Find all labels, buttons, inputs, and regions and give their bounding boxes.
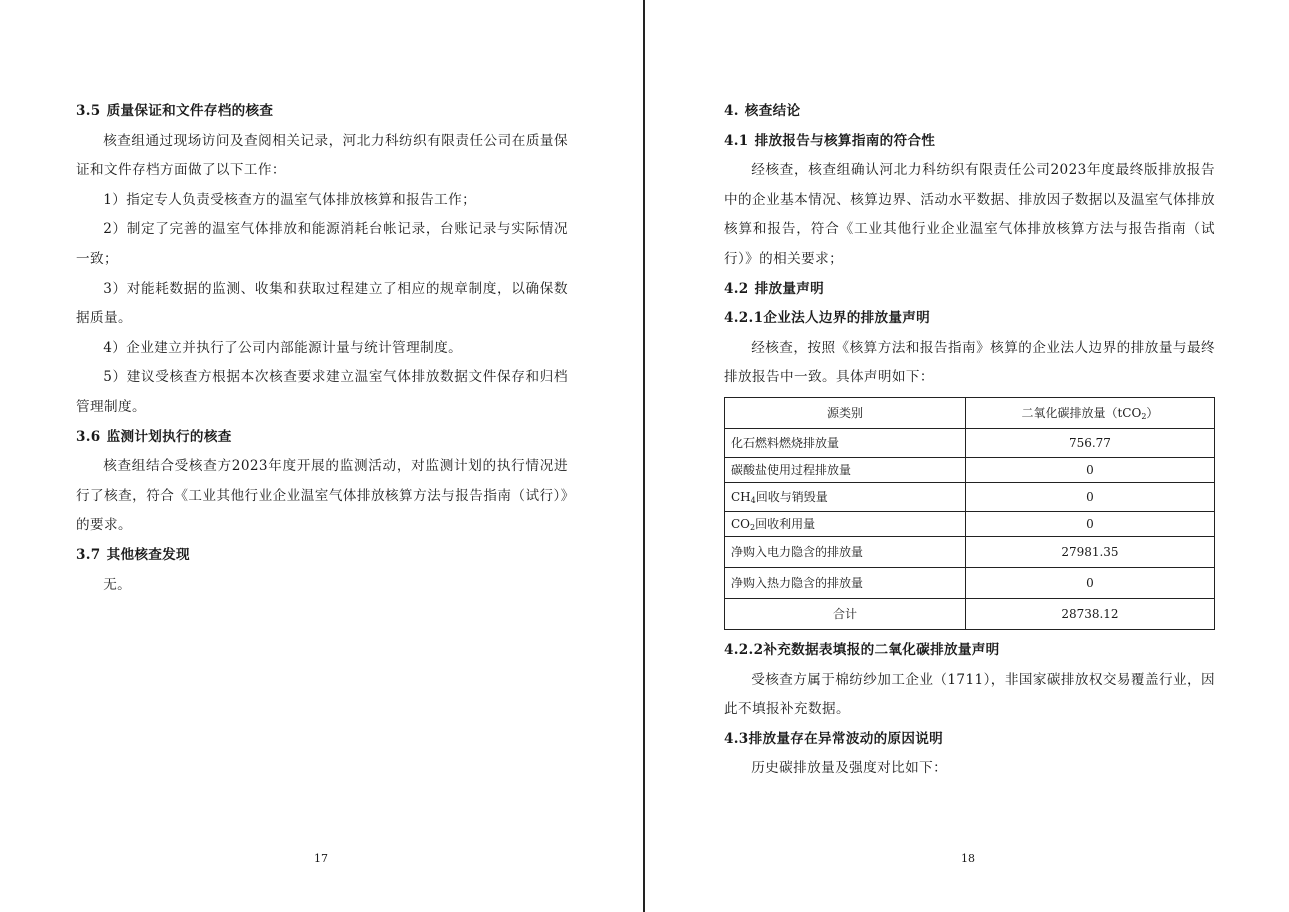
paragraph-4-2-1: 经核查，按照《核算方法和报告指南》核算的企业法人边界的排放量与最终排放报告中一致。具体声明如下： [724,339,1215,386]
table-cell-source: $CH_4$回收与销毁量 [725,482,966,511]
paragraph-4-3: 历史碳排放量及强度对比如下： [751,760,948,777]
page-17 [0,0,643,912]
page-18-content [724,97,1215,784]
table-cell-source: 净购入电力隐含的排放量 [725,536,966,567]
heading-4-2: 4.2 排放量声明 [724,280,825,297]
table-header-emission: 二氧化碳排放量（tCO$_2$） [965,397,1214,428]
table-cell-source: 化石燃料燃烧排放量 [725,428,966,457]
table-row [725,457,1215,482]
table-cell-source: $CO_2$回收利用量 [725,511,966,536]
list-item-3-5-2: 2）制定了完善的温室气体排放和能源消耗台帐记录，台账记录与实际情况一致； [76,221,568,267]
list-item-3-5-3: 3）对能耗数据的监测、收集和获取过程建立了相应的规章制度，以确保数据质量。 [76,280,568,327]
table-row [725,536,1215,567]
heading-4-1: 4.1 排放报告与核算指南的符合性 [724,132,936,149]
table-cell-source: 净购入热力隐含的排放量 [725,567,966,598]
table-row [725,567,1215,598]
heading-3-5: 3.5 质量保证和文件存档的核查 [76,103,274,119]
table-total-label: 合计 [725,598,966,629]
table-row [725,428,1215,457]
table-cell-value: 756.77 [965,428,1214,457]
heading-3-7: 3.7 其他核查发现 [76,546,190,563]
table-row [725,511,1215,536]
heading-4: 4. 核查结论 [724,103,801,119]
table-cell-value: 0 [965,511,1214,536]
table-cell-value: 0 [965,482,1214,511]
table-cell-value: 27981.35 [965,536,1214,567]
table-header-source: 源类别 [725,397,966,428]
table-total-value: 28738.12 [965,598,1214,629]
paragraph-3-5-intro: 核查组通过现场访问及查阅相关记录，河北力科纺织有限责任公司在质量保证和文件存档方面做了以下工作： [76,132,568,179]
heading-3-6: 3.6 监测计划执行的核查 [76,428,232,445]
page-18 [646,0,1289,912]
table-cell-value: 0 [965,567,1214,598]
table-row [725,482,1215,511]
table-cell-value: 0 [965,457,1214,482]
paragraph-4-1: 经核查，核查组确认河北力科纺织有限责任公司2023年度最终版排放报告中的企业基本情况、核算边界、活动水平数据、排放因子数据以及温室气体排放核算和报告，符合《工业其他行业企业温室气体排放核算方法与报告指南（试行）》的相关要求； [724,162,1215,267]
page-divider [643,0,645,912]
paragraph-4-2-2: 受核查方属于棉纺纱加工企业（1711），非国家碳排放权交易覆盖行业，因此不填报补充数据。 [724,671,1215,718]
heading-4-3: 4.3排放量存在异常波动的原因说明 [724,730,944,747]
list-item-3-5-1: 1）指定专人负责受核查方的温室气体排放核算和报告工作； [103,191,477,208]
page-number-17: 17 [314,852,328,865]
heading-4-2-2: 4.2.2补充数据表填报的二氧化碳排放量声明 [724,641,1000,658]
list-item-3-5-5: 5）建议受核查方根据本次核查要求建立温室气体排放数据文件保存和归档管理制度。 [76,369,568,415]
table-total-row [725,598,1215,629]
paragraph-3-6: 核查组结合受核查方2023年度开展的监测活动，对监测计划的执行情况进行了核查，符合《工业其他行业企业温室气体排放核算方法与报告指南（试行）》的要求。 [76,458,568,534]
page-number-18: 18 [961,852,975,865]
page-17-content [76,97,568,600]
paragraph-3-7: 无。 [103,576,132,593]
heading-4-2-1: 4.2.1企业法人边界的排放量声明 [724,310,931,327]
table-header-row [725,397,1215,428]
list-item-3-5-4: 4）企业建立并执行了公司内部能源计量与统计管理制度。 [103,339,463,356]
table-cell-source: 碳酸盐使用过程排放量 [725,457,966,482]
emission-table [724,397,1215,630]
